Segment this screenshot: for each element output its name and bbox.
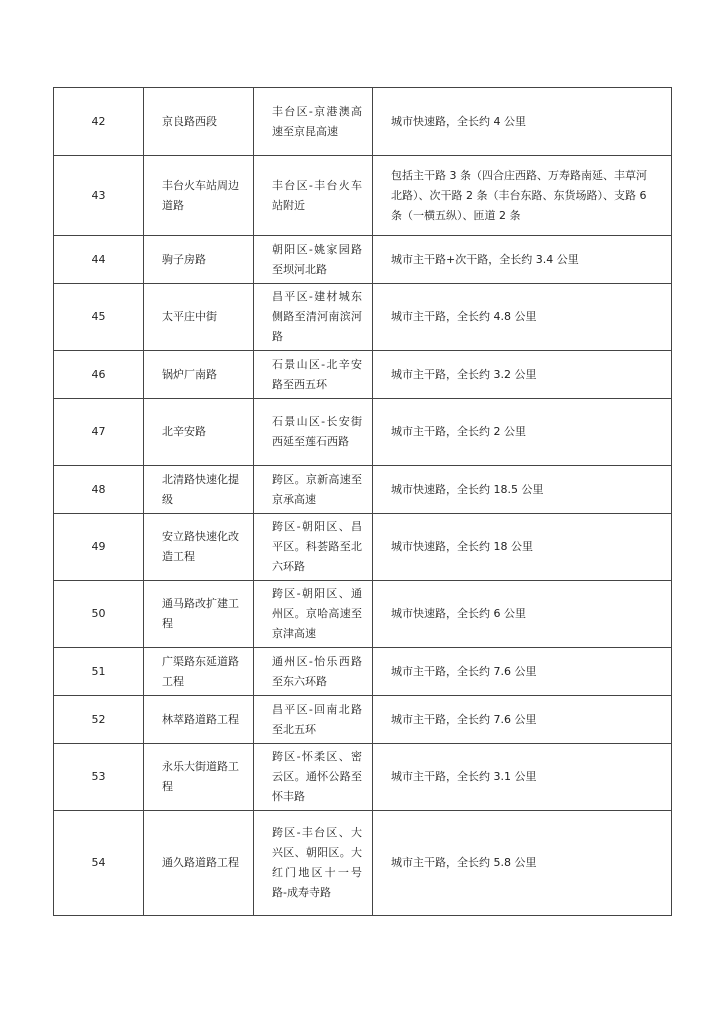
road-projects-table bbox=[53, 87, 672, 916]
row-number: 50 bbox=[54, 581, 144, 648]
road-section: 石景山区-北辛安路至西五环 bbox=[254, 351, 373, 399]
road-section: 石景山区-长安街西延至莲石西路 bbox=[254, 399, 373, 466]
row-number: 42 bbox=[54, 88, 144, 156]
road-name: 丰台火车站周边道路 bbox=[144, 156, 254, 236]
table-row bbox=[54, 744, 672, 811]
road-description: 城市快速路，全长约 4 公里 bbox=[373, 88, 672, 156]
road-name: 驹子房路 bbox=[144, 236, 254, 284]
road-description: 城市快速路，全长约 18 公里 bbox=[373, 514, 672, 581]
road-section: 跨区。京新高速至京承高速 bbox=[254, 466, 373, 514]
road-description: 城市主干路，全长约 7.6 公里 bbox=[373, 696, 672, 744]
road-description: 城市主干路，全长约 3.2 公里 bbox=[373, 351, 672, 399]
row-number: 53 bbox=[54, 744, 144, 811]
row-number: 51 bbox=[54, 648, 144, 696]
road-section: 跨区-朝阳区、昌平区。科荟路至北六环路 bbox=[254, 514, 373, 581]
road-name: 林萃路道路工程 bbox=[144, 696, 254, 744]
road-description: 城市主干路，全长约 4.8 公里 bbox=[373, 284, 672, 351]
road-name: 北辛安路 bbox=[144, 399, 254, 466]
road-section: 丰台区-京港澳高速至京昆高速 bbox=[254, 88, 373, 156]
table-row bbox=[54, 351, 672, 399]
road-section: 昌平区-回南北路至北五环 bbox=[254, 696, 373, 744]
road-name: 北清路快速化提级 bbox=[144, 466, 254, 514]
road-name: 安立路快速化改造工程 bbox=[144, 514, 254, 581]
row-number: 44 bbox=[54, 236, 144, 284]
road-name: 锅炉厂南路 bbox=[144, 351, 254, 399]
row-number: 45 bbox=[54, 284, 144, 351]
table-row bbox=[54, 696, 672, 744]
road-section: 朝阳区-姚家园路至坝河北路 bbox=[254, 236, 373, 284]
road-name: 太平庄中街 bbox=[144, 284, 254, 351]
road-description: 城市快速路，全长约 6 公里 bbox=[373, 581, 672, 648]
road-section: 通州区-怡乐西路至东六环路 bbox=[254, 648, 373, 696]
table-row bbox=[54, 156, 672, 236]
road-section: 昌平区-建材城东侧路至清河南滨河路 bbox=[254, 284, 373, 351]
row-number: 54 bbox=[54, 811, 144, 916]
table-row bbox=[54, 236, 672, 284]
table-row bbox=[54, 514, 672, 581]
road-description: 城市主干路，全长约 2 公里 bbox=[373, 399, 672, 466]
row-number: 47 bbox=[54, 399, 144, 466]
table-row bbox=[54, 811, 672, 916]
road-description: 城市主干路+次干路，全长约 3.4 公里 bbox=[373, 236, 672, 284]
table-row bbox=[54, 88, 672, 156]
road-name: 通马路改扩建工程 bbox=[144, 581, 254, 648]
road-section: 跨区-怀柔区、密云区。通怀公路至怀丰路 bbox=[254, 744, 373, 811]
table-row bbox=[54, 648, 672, 696]
table-row bbox=[54, 399, 672, 466]
table-row bbox=[54, 466, 672, 514]
row-number: 46 bbox=[54, 351, 144, 399]
road-description: 城市主干路，全长约 5.8 公里 bbox=[373, 811, 672, 916]
road-description: 城市主干路，全长约 7.6 公里 bbox=[373, 648, 672, 696]
table-body bbox=[54, 88, 672, 916]
road-description: 城市快速路，全长约 18.5 公里 bbox=[373, 466, 672, 514]
row-number: 49 bbox=[54, 514, 144, 581]
road-name: 永乐大街道路工程 bbox=[144, 744, 254, 811]
road-section: 跨区-朝阳区、通州区。京哈高速至京津高速 bbox=[254, 581, 373, 648]
row-number: 48 bbox=[54, 466, 144, 514]
row-number: 43 bbox=[54, 156, 144, 236]
road-name: 通久路道路工程 bbox=[144, 811, 254, 916]
table-row bbox=[54, 581, 672, 648]
road-section: 丰台区-丰台火车站附近 bbox=[254, 156, 373, 236]
road-description: 包括主干路 3 条（四合庄西路、万寿路南延、丰草河北路）、次干路 2 条（丰台东路、东货场路）、支路 6 条（一横五纵）、匝道 2 条 bbox=[373, 156, 672, 236]
road-name: 广渠路东延道路工程 bbox=[144, 648, 254, 696]
road-section: 跨区-丰台区、大兴区、朝阳区。大红门地区十一号路-成寿寺路 bbox=[254, 811, 373, 916]
road-name: 京良路西段 bbox=[144, 88, 254, 156]
road-description: 城市主干路，全长约 3.1 公里 bbox=[373, 744, 672, 811]
row-number: 52 bbox=[54, 696, 144, 744]
table-row bbox=[54, 284, 672, 351]
